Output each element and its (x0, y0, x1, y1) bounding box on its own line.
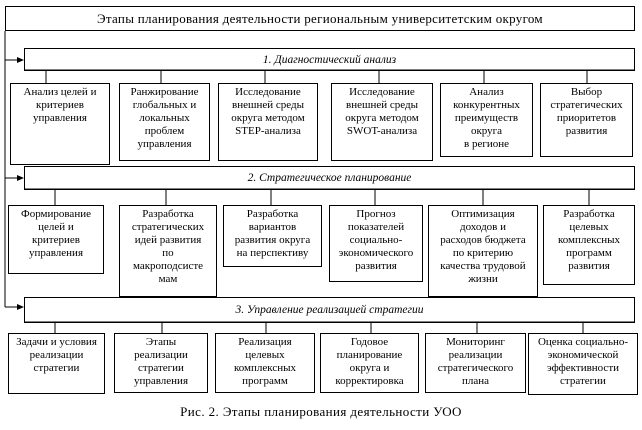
stage-2-header: 2. Стратегическое планирование (24, 166, 635, 190)
stage-3-header: 3. Управление реализацией стратегии (24, 297, 635, 323)
stage-2-item-5: Оптимизация доходов и расходов бюджета по критерию качества трудовой жизни (428, 205, 538, 297)
stage-3-item-4: Годовое планирование округа и корректировка (320, 333, 419, 393)
stage-1-item-3: Исследование внешней среды округа методом STEP-анализа (218, 83, 318, 161)
stage-3-item-3: Реализация целевых комплексных программ (215, 333, 315, 393)
diagram-title: Этапы планирования деятельности региональным университетским округом (5, 6, 635, 31)
stage-1-item-6: Выбор стратегических приоритетов развития (540, 83, 633, 157)
stage-2-item-4: Прогноз показателей социально- экономического развития (329, 205, 423, 282)
stage-2-item-1: Формирование целей и критериев управления (8, 205, 104, 274)
stage-2-item-2: Разработка стратегических идей развития по макроподсисте мам (119, 205, 217, 297)
stage-3-item-1: Задачи и условия реализации стратегии (8, 333, 105, 394)
stage-3-item-2: Этапы реализации стратегии управления (114, 333, 208, 393)
stage-1-header: 1. Диагностический анализ (24, 48, 635, 71)
stage-1-item-4: Исследование внешней среды округа методом SWOT-анализа (331, 83, 433, 161)
stage-3-item-5: Мониторинг реализации стратегического плана (425, 333, 526, 393)
stage-1-item-1: Анализ целей и критериев управления (10, 83, 110, 165)
stage-2-item-3: Разработка вариантов развития округа на перспективу (223, 205, 322, 267)
stage-1-item-5: Анализ конкурентных преимуществ округа в регионе (440, 83, 533, 157)
stage-1-item-2: Ранжирование глобальных и локальных проблем управления (119, 83, 210, 161)
stage-2-item-6: Разработка целевых комплексных программ развития (543, 205, 635, 285)
figure-caption: Рис. 2. Этапы планирования деятельности УОО (180, 404, 462, 419)
stage-3-item-6: Оценка социально- экономической эффективности стратегии (528, 333, 638, 395)
